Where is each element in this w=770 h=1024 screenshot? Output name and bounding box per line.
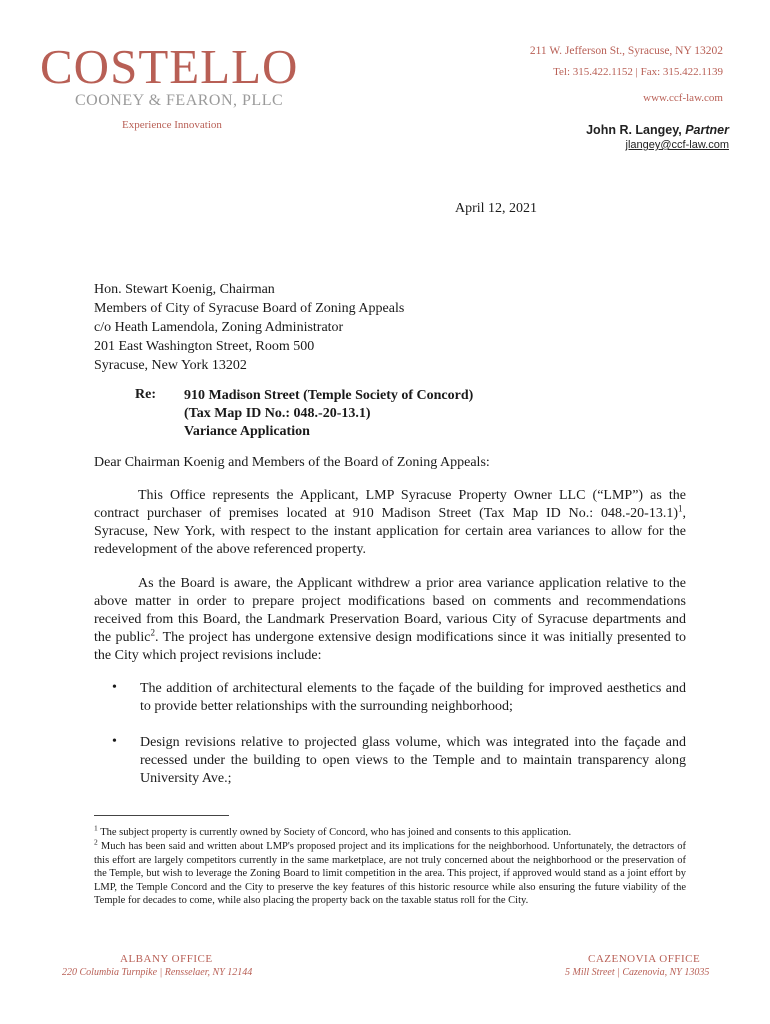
footnote-2 (94, 837, 686, 908)
firm-address: 211 W. Jefferson St., Syracuse, NY 13202 (529, 45, 723, 57)
footnote-number: 1 (94, 823, 98, 833)
salutation: Dear Chairman Koenig and Members of the Board of Zoning Appeals: (94, 455, 490, 470)
firm-website[interactable]: www.ccf-law.com (643, 92, 723, 104)
footnote-ref: 2 (150, 627, 155, 638)
paragraph-text: . The project has undergone extensive design modifications since it was initially presented to the City which project revisions include: (94, 630, 686, 663)
recipient-line: Members of City of Syracuse Board of Zoning Appeals (94, 301, 405, 316)
re-line: (Tax Map ID No.: 048.-20-13.1) (184, 406, 371, 421)
recipient-line: Hon. Stewart Koenig, Chairman (94, 282, 275, 297)
author-signature-block (586, 123, 729, 137)
recipient-line: c/o Heath Lamendola, Zoning Administrator (94, 320, 344, 335)
bullet-item: Design revisions relative to projected glass volume, which was integrated into the façade and recessed under the building to open views to the Temple and to maintain transparency along University Ave.; (140, 735, 686, 786)
firm-phone-fax (553, 66, 723, 78)
recipient-line: 201 East Washington Street, Room 500 (94, 339, 315, 354)
re-subject-block (184, 387, 473, 441)
author-title: Partner (685, 123, 729, 137)
re-line: Variance Application (184, 424, 310, 439)
firm-fax: Fax: 315.422.1139 (640, 66, 723, 78)
author-email-link[interactable]: jlangey@ccf-law.com (625, 139, 729, 151)
paragraph-text: , Syracuse, New York, with respect to the instant application for certain area variances to allow for the redevelopment of the above referenced property. (94, 506, 686, 557)
firm-tel: Tel: 315.422.1152 (553, 66, 633, 78)
cazenovia-office-address: 5 Mill Street | Cazenovia, NY 13035 (565, 967, 710, 978)
footnote-divider (94, 815, 229, 816)
footnote-text: Much has been said and written about LMP's proposed project and its implications for the neighborhood. Unfortunately, the detractors of this effort are largely competitors currently in the same marketplace, are not truly concerned about the neighborhood or the preservation of the Temple, but wish to leverage the Zoning Board to limit competition in the area. This project, if approved would stand as a joint effort by LMP, the Temple Concord and the City to preserve the key features of this historic resource while also ensuring the future viability of the Temple for decades to come, while also placing the property back on the taxable status roll for the City. (94, 841, 686, 906)
body-paragraph-2 (94, 575, 686, 665)
bullet-icon: • (112, 734, 117, 749)
body-paragraph-1 (94, 487, 686, 559)
footnote-1 (94, 823, 686, 840)
recipient-address-block (94, 280, 404, 375)
bullet-icon: • (112, 680, 117, 695)
letter-date: April 12, 2021 (455, 201, 538, 216)
albany-office-address: 220 Columbia Turnpike | Rensselaer, NY 12144 (62, 967, 253, 978)
paragraph-text: This Office represents the Applicant, LMP Syracuse Property Owner LLC (“LMP”) as the contract purchaser of premises located at 910 Madison Street (Tax Map ID No.: 048.-20-13.1) (94, 488, 686, 521)
footnote-ref: 1 (678, 503, 683, 514)
author-name: John R. Langey, (586, 123, 682, 137)
cazenovia-office-title: CAZENOVIA OFFICE (588, 953, 701, 965)
re-line: 910 Madison Street (Temple Society of Concord) (184, 388, 474, 403)
firm-tagline: Experience Innovation (122, 119, 222, 131)
re-label: Re: (135, 387, 156, 402)
firm-logo-name: COSTELLO (40, 39, 299, 94)
footnote-number: 2 (94, 837, 98, 847)
paragraph-text: As the Board is aware, the Applicant withdrew a prior area variance application relative to the above matter in order to prepare project modifications based on comments and recommendations received from this Board, the Landmark Preservation Board, various City of Syracuse departments and the public (94, 576, 686, 645)
firm-logo-subtitle: COONEY & FEARON, PLLC (75, 92, 284, 109)
separator: | (635, 66, 638, 78)
footnote-text: The subject property is currently owned by Society of Concord, who has joined and consents to this application. (100, 827, 572, 838)
recipient-line: Syracuse, New York 13202 (94, 358, 247, 373)
albany-office-title: ALBANY OFFICE (120, 953, 213, 965)
bullet-item: The addition of architectural elements to the façade of the building for improved aesthetics and to provide better relationships with the surrounding neighborhood; (140, 681, 686, 714)
